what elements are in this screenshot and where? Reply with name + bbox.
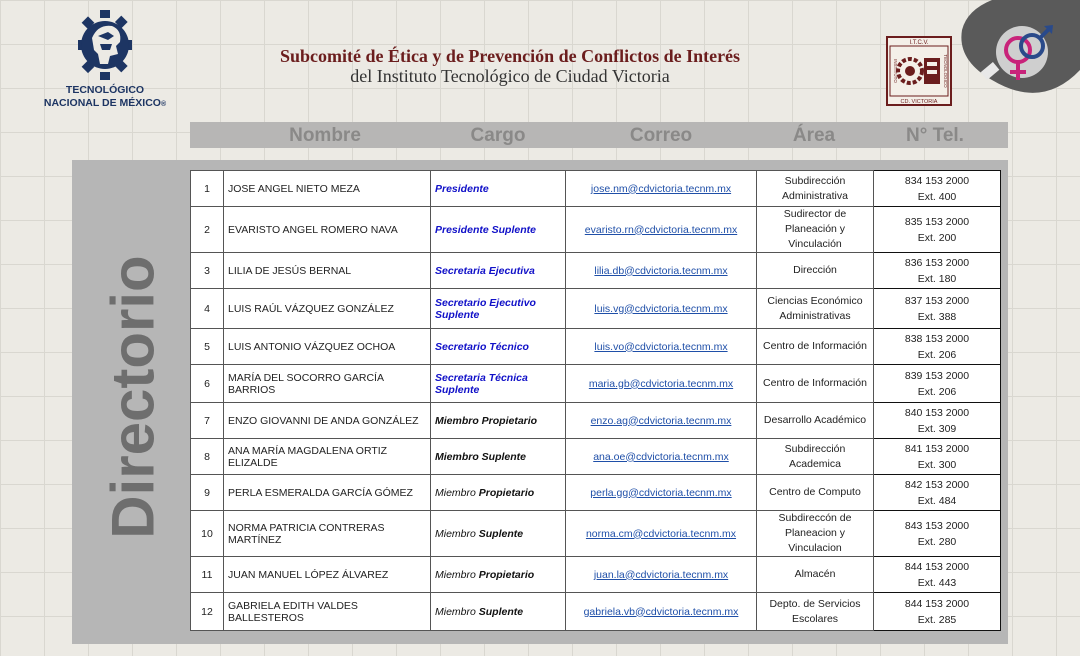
cargo-cell: Secretaria Técnica Suplente: [431, 365, 566, 403]
itcv-logo: [886, 36, 952, 106]
row-number: 10: [191, 511, 224, 557]
cargo-cell: Miembro Propietario: [431, 403, 566, 439]
row-number: 3: [191, 253, 224, 289]
phone-cell: [874, 365, 1001, 403]
cargo-cell: [431, 511, 566, 557]
email-cell: [566, 593, 757, 631]
table-row: [191, 329, 1001, 365]
area-cell: Desarrollo Académico: [757, 403, 874, 439]
name-cell: NORMA PATRICIA CONTRERAS MARTÍNEZ: [224, 511, 431, 557]
gender-equality-badge: [952, 0, 1080, 110]
name-cell: EVARISTO ANGEL ROMERO NAVA: [224, 207, 431, 253]
phone-number: 839 153 2000: [904, 369, 970, 382]
table-row: [191, 171, 1001, 207]
table-row: [191, 511, 1001, 557]
phone-ext: Ext. 388: [917, 310, 957, 323]
row-number: 5: [191, 329, 224, 365]
cargo-cell: Presidente Suplente: [431, 207, 566, 253]
area-cell: Sudirector de Planeación y Vinculación: [757, 207, 874, 253]
row-number: 9: [191, 475, 224, 511]
phone-cell: [874, 329, 1001, 365]
phone-number: 842 153 2000: [904, 478, 970, 491]
tecnm-gear-icon: [78, 10, 132, 80]
phone-cell: [874, 403, 1001, 439]
phone-ext: Ext. 400: [917, 190, 957, 203]
table-row: [191, 365, 1001, 403]
phone-ext: Ext. 180: [917, 272, 957, 285]
table-row: [191, 593, 1001, 631]
name-cell: MARÍA DEL SOCORRO GARCÍA BARRIOS: [224, 365, 431, 403]
email-cell: [566, 289, 757, 329]
email-link[interactable]: evaristo.rn@cdvictoria.tecnm.mx: [584, 223, 738, 236]
header-nombre: Nombre: [289, 125, 361, 146]
area-cell: Dirección: [757, 253, 874, 289]
row-number: 11: [191, 557, 224, 593]
email-link[interactable]: luis.vo@cdvictoria.tecnm.mx: [594, 340, 728, 353]
phone-cell: [874, 475, 1001, 511]
email-link[interactable]: enzo.ag@cdvictoria.tecnm.mx: [590, 414, 732, 427]
cargo-role: Suplente: [478, 605, 524, 618]
phone-cell: [874, 439, 1001, 475]
phone-ext: Ext. 206: [917, 385, 957, 398]
name-cell: LUIS RAÚL VÁZQUEZ GONZÁLEZ: [224, 289, 431, 329]
registered-mark: ®: [160, 101, 167, 108]
cargo-role: Propietario: [478, 568, 535, 581]
table-row: [191, 207, 1001, 253]
name-cell: ANA MARÍA MAGDALENA ORTIZ ELIZALDE: [224, 439, 431, 475]
email-link[interactable]: luis.vg@cdvictoria.tecnm.mx: [594, 302, 728, 315]
header-area: Área: [792, 125, 836, 146]
cargo-prefix: Miembro: [435, 486, 476, 499]
phone-number: 834 153 2000: [904, 174, 970, 187]
phone-number: 838 153 2000: [904, 332, 970, 345]
phone-ext: Ext. 484: [917, 494, 957, 507]
phone-number: 840 153 2000: [904, 406, 970, 419]
email-link[interactable]: gabriela.vb@cdvictoria.tecnm.mx: [583, 605, 739, 618]
area-cell: Almacén: [757, 557, 874, 593]
tecnm-line2: NACIONAL DE MÉXICO: [43, 97, 161, 109]
name-cell: LILIA DE JESÚS BERNAL: [224, 253, 431, 289]
table-row: [191, 475, 1001, 511]
email-cell: [566, 439, 757, 475]
table-header: [190, 122, 1008, 148]
table-row: [191, 439, 1001, 475]
phone-cell: [874, 557, 1001, 593]
area-cell: Subdirección Academica: [757, 439, 874, 475]
email-cell: [566, 365, 757, 403]
phone-cell: [874, 593, 1001, 631]
phone-number: 836 153 2000: [904, 256, 970, 269]
cargo-cell: Secretaria Ejecutiva: [431, 253, 566, 289]
phone-ext: Ext. 200: [917, 231, 957, 244]
email-cell: [566, 403, 757, 439]
phone-ext: Ext. 206: [917, 348, 957, 361]
area-cell: Centro de Información: [757, 329, 874, 365]
phone-number: 844 153 2000: [904, 597, 970, 610]
email-link[interactable]: perla.gg@cdvictoria.tecnm.mx: [590, 486, 732, 499]
cargo-cell: [431, 593, 566, 631]
area-cell: Subdirección Administrativa: [757, 171, 874, 207]
row-number: 12: [191, 593, 224, 631]
phone-number: 843 153 2000: [904, 519, 970, 532]
itcv-top-text: I.T.C.V.: [909, 40, 929, 46]
phone-number: 837 153 2000: [904, 294, 970, 307]
phone-cell: [874, 207, 1001, 253]
itcv-bottom-text: CD. VICTORIA: [900, 99, 938, 105]
phone-cell: [874, 511, 1001, 557]
phone-ext: Ext. 280: [917, 535, 957, 548]
page-title: [230, 46, 790, 86]
cargo-prefix: Miembro: [435, 605, 476, 618]
email-cell: [566, 475, 757, 511]
directory-table: [190, 170, 1001, 631]
cargo-cell: Presidente: [431, 171, 566, 207]
email-cell: [566, 511, 757, 557]
phone-number: 844 153 2000: [904, 560, 970, 573]
row-number: 1: [191, 171, 224, 207]
header-cargo: Cargo: [470, 125, 526, 146]
phone-ext: Ext. 285: [917, 613, 957, 626]
cargo-cell: [431, 475, 566, 511]
phone-ext: Ext. 309: [917, 422, 957, 435]
area-cell: Subdireccón de Planeacion y Vinculacion: [757, 511, 874, 557]
name-cell: ENZO GIOVANNI DE ANDA GONZÁLEZ: [224, 403, 431, 439]
table-row: [191, 289, 1001, 329]
cargo-prefix: Miembro: [435, 568, 476, 581]
name-cell: LUIS ANTONIO VÁZQUEZ OCHOA: [224, 329, 431, 365]
email-link[interactable]: juan.la@cdvictoria.tecnm.mx: [593, 568, 729, 581]
name-cell: PERLA ESMERALDA GARCÍA GÓMEZ: [224, 475, 431, 511]
itcv-side-left-text: INSTITUTO: [893, 59, 898, 83]
row-number: 8: [191, 439, 224, 475]
email-cell: [566, 171, 757, 207]
header-tel: N° Tel.: [906, 125, 964, 146]
cargo-role: Suplente: [478, 527, 524, 540]
table-row: [191, 557, 1001, 593]
header-correo: Correo: [629, 125, 693, 146]
area-cell: Centro de Computo: [757, 475, 874, 511]
email-cell: [566, 207, 757, 253]
phone-cell: [874, 171, 1001, 207]
row-number: 2: [191, 207, 224, 253]
cargo-cell: Secretario Técnico: [431, 329, 566, 365]
row-number: 7: [191, 403, 224, 439]
phone-ext: Ext. 300: [917, 458, 957, 471]
tecnm-line1: TECNOLÓGICO: [65, 84, 145, 96]
name-cell: GABRIELA EDITH VALDES BALLESTEROS: [224, 593, 431, 631]
itcv-side-right-text: TECNOLOGICO: [943, 54, 948, 88]
cargo-role: Propietario: [478, 486, 535, 499]
title-line1: Subcomité de Ética y de Prevención de Conflictos de Interés: [279, 46, 741, 66]
area-cell: Depto. de Servicios Escolares: [757, 593, 874, 631]
directorio-label: [78, 192, 188, 602]
name-cell: JUAN MANUEL LÓPEZ ÁLVAREZ: [224, 557, 431, 593]
email-link[interactable]: norma.cm@cdvictoria.tecnm.mx: [585, 527, 737, 540]
phone-ext: Ext. 443: [917, 576, 957, 589]
email-link[interactable]: maria.gb@cdvictoria.tecnm.mx: [588, 377, 734, 390]
email-link[interactable]: jose.nm@cdvictoria.tecnm.mx: [590, 182, 732, 195]
tecnm-logo: [40, 8, 170, 118]
area-cell: Centro de Información: [757, 365, 874, 403]
email-cell: [566, 253, 757, 289]
title-line2: del Instituto Tecnológico de Ciudad Victoria: [350, 66, 670, 86]
area-cell: Ciencias Económico Administrativas: [757, 289, 874, 329]
email-cell: [566, 329, 757, 365]
row-number: 4: [191, 289, 224, 329]
table-row: [191, 253, 1001, 289]
phone-cell: [874, 253, 1001, 289]
table-row: [191, 403, 1001, 439]
phone-number: 841 153 2000: [904, 442, 970, 455]
cargo-cell: Secretario Ejecutivo Suplente: [431, 289, 566, 329]
side-label-text: Directorio: [99, 255, 167, 539]
cargo-prefix: Miembro: [435, 527, 476, 540]
name-cell: JOSE ANGEL NIETO MEZA: [224, 171, 431, 207]
email-link[interactable]: ana.oe@cdvictoria.tecnm.mx: [593, 450, 729, 463]
email-cell: [566, 557, 757, 593]
email-link[interactable]: lilia.db@cdvictoria.tecnm.mx: [594, 264, 728, 277]
cargo-cell: Miembro Suplente: [431, 439, 566, 475]
phone-number: 835 153 2000: [904, 215, 970, 228]
cargo-cell: [431, 557, 566, 593]
phone-cell: [874, 289, 1001, 329]
row-number: 6: [191, 365, 224, 403]
